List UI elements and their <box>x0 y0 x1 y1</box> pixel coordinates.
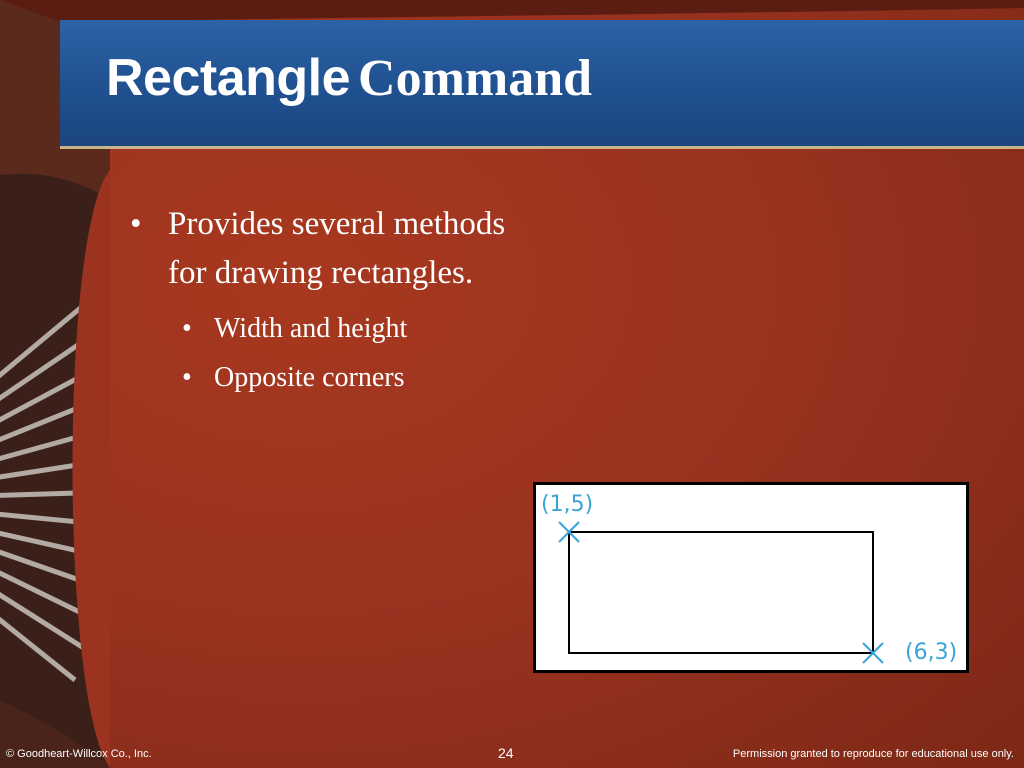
slide-title: Rectangle Command <box>106 49 593 107</box>
bullet-marker: • <box>130 206 142 242</box>
page-number: 24 <box>498 745 514 761</box>
bullet-marker: • <box>182 313 192 344</box>
sub-bullet-text: Opposite corners <box>214 362 405 393</box>
bullet-item <box>130 200 550 298</box>
footer-copyright: © Goodheart-Willcox Co., Inc. <box>6 748 152 760</box>
corner-label-1: (1,5) <box>541 492 594 517</box>
footer-permission: Permission granted to reproduce for educational use only. <box>732 748 1014 760</box>
drawn-rectangle <box>569 532 873 653</box>
sub-bullet-item <box>130 304 550 353</box>
corner-label-2: (6,3) <box>905 640 958 665</box>
sub-bullet-text: Width and height <box>214 313 408 344</box>
bullet-marker: • <box>182 362 192 393</box>
sub-bullet-item <box>130 353 550 402</box>
bullet-text: Provides several methods for drawing rectangles. <box>168 206 506 291</box>
bullet-list <box>130 200 550 402</box>
sub-bullet-list <box>130 304 550 402</box>
rectangle-figure <box>533 482 969 673</box>
